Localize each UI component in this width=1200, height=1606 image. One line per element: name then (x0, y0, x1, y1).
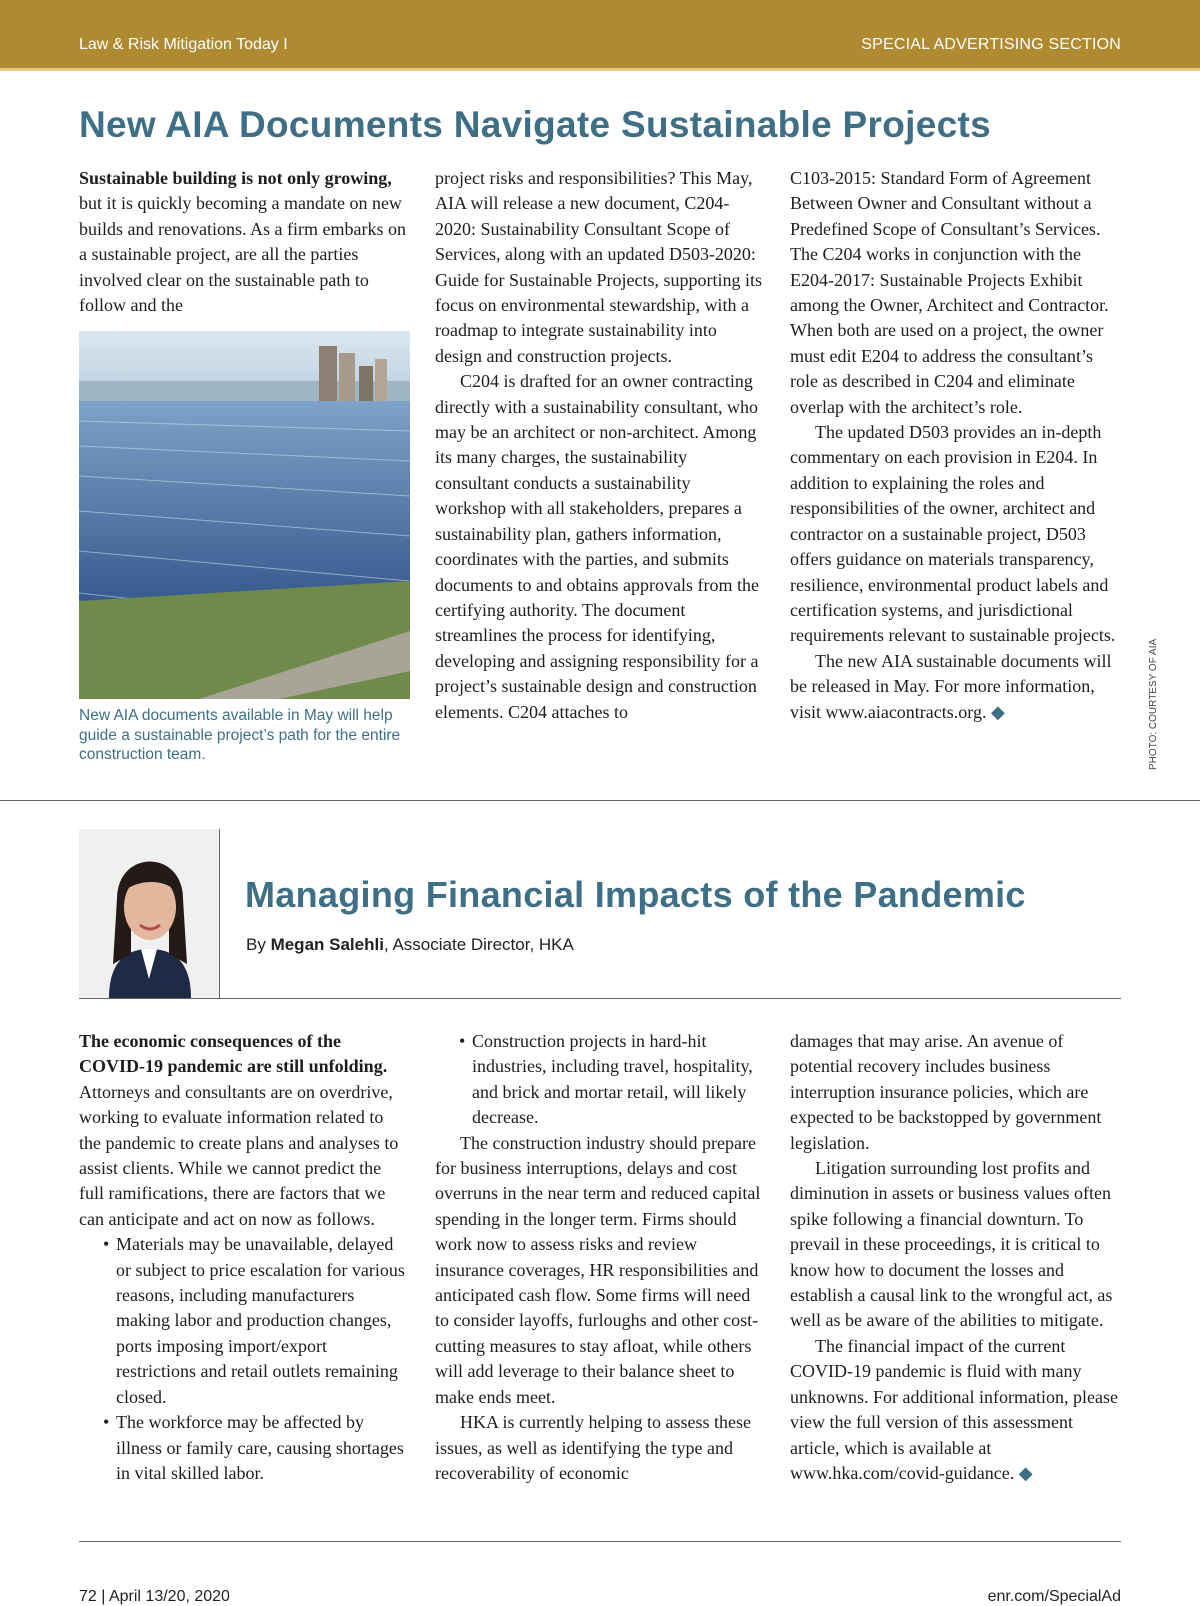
article2-paragraph: HKA is currently helping to assess these issues, as well as identifying the type and recoverability of economic (435, 1412, 751, 1483)
end-mark-icon: ◆ (1018, 1462, 1033, 1483)
solar-farm-photo (79, 331, 410, 699)
article2-paragraph: The construction industry should prepare for business interruptions, delays and cost overruns in the near term and reduced capital spending in the longer term. Firms should work now to assess risks and review insurance coverages, HR responsibilities and anticipated cash flow. Some firms will need to consider layoffs, furloughs and other cost-cutting measures to stay afloat, while others will add leverage to their balance sheet to make ends meet. (435, 1132, 761, 1407)
bullet-icon: • (459, 1031, 466, 1051)
section-label: SPECIAL ADVERTISING SECTION (861, 36, 1121, 53)
author-portrait (79, 829, 220, 998)
list-item: • The workforce may be affected by illness or family care, causing shortages in vital skilled labor. (103, 1412, 404, 1483)
author-role: , Associate Director, HKA (383, 935, 574, 954)
author-name: Megan Salehli (270, 935, 384, 954)
byline-rule (79, 998, 1121, 999)
article1-intro-text: but it is quickly becoming a mandate on new builds and renovations. As a firm embarks on a sustainable project, are all the parties involved clear on the sustainable path to follow and the (79, 193, 406, 316)
article2-column-2 (435, 1029, 765, 1486)
end-mark-icon: ◆ (990, 701, 1005, 722)
list-item: • Materials may be unavailable, delayed or subject to price escalation for various reasons, including manufacturers making labor and production changes, ports imposing import/export restrictions and retail outlets remaining closed. (103, 1234, 405, 1407)
footer-rule (79, 1541, 1121, 1542)
photo-caption: New AIA documents available in May will help guide a sustainable project’s path for the entire construction team. (79, 707, 401, 763)
article2-lead: The economic consequences of the COVID-19 pandemic are still unfolding. (79, 1031, 388, 1077)
article1-column-1 (79, 166, 409, 318)
article2-column-1 (79, 1029, 409, 1486)
footer-url[interactable]: enr.com/SpecialAd (987, 1588, 1121, 1605)
article1-paragraph: C103-2015: Standard Form of Agreement Between Owner and Consultant without a Predefined Scope of Consultant’s Services. The C204 works in conjunction with the E204-2017: Sustainable Projects Exhibit among the Owner, Architect and Contractor. When both are used on a project, the owner must edit E204 to address the consultant’s role as described in C204 and eliminate overlap with the architect’s role. (790, 168, 1109, 417)
header-accent-line (0, 68, 1200, 71)
article1-paragraph: The new AIA sustainable documents will be released in May. For more information, visit www.aiacontracts.org. (790, 650, 1112, 722)
footer-left (79, 1588, 230, 1606)
article2-paragraph: damages that may arise. An avenue of potential recovery includes business interruption insurance policies, which are expected to be backstopped by government legislation. (790, 1031, 1102, 1153)
article2-paragraph: Litigation surrounding lost profits and diminution in assets or business values often spike following a financial downturn. To prevail in these proceedings, it is critical to know how to document the losses and establish a causal link to the wrongful act, as well as be aware of the abilities to mitigate. (790, 1158, 1113, 1331)
article2-paragraph: The financial impact of the current COVID-19 pandemic is fluid with many unknowns. For additional information, please view the full version of this assessment article, which is available at www.hka.com/covid-guidance. (790, 1335, 1118, 1483)
article2-column-3 (790, 1029, 1120, 1486)
portrait-divider (219, 829, 220, 998)
article2-title: Managing Financial Impacts of the Pandemic (245, 874, 1026, 915)
issue-date: April 13/20, 2020 (108, 1588, 230, 1605)
publication-title: Law & Risk Mitigation Today I (79, 36, 288, 53)
bullet-icon: • (103, 1412, 110, 1433)
footer-separator: | (101, 1588, 106, 1605)
photo-credit: PHOTO: COURTESY OF AIA (1148, 638, 1159, 770)
list-item: • Construction projects in hard-hit industries, including travel, hospitality, and brick and mortar retail, will likely decrease. (459, 1031, 753, 1128)
article1-column-2 (435, 166, 765, 725)
article1-column-3 (790, 166, 1120, 725)
bullet-icon: • (103, 1234, 110, 1255)
article1-paragraph: C204 is drafted for an owner contracting directly with a sustainability consultant, who may be an architect or non-architect. Among its many charges, the sustainability consultant conducts a sustainability workshop with all stakeholders, prepares a sustainability plan, gathers information, coordinates with the parties, and submits documents to and obtains approvals from the certifying authority. The document streamlines the process for identifying, developing and assigning responsibility for a project’s sustainable design and construction elements. C204 attaches to (435, 371, 759, 722)
section-header-bar (0, 0, 1200, 68)
article1-lead: Sustainable building is not only growing, (79, 168, 392, 188)
article1-paragraph: project risks and responsibilities? This May, AIA will release a new document, C204-2020: Sustainability Consultant Scope of Services, along with an updated D503-2020: Guide for Sustainable Projects, supporting its focus on environmental stewardship, with a roadmap to integrate sustainability into design and construction projects. (435, 168, 762, 366)
article2-intro-text: Attorneys and consultants are on overdrive, working to evaluate information related to the pandemic to create plans and analyses to assist clients. While we cannot predict the full ramifications, there are factors that we can anticipate and act on now as follows. (79, 1081, 399, 1229)
article1-title: New AIA Documents Navigate Sustainable Projects (79, 104, 991, 145)
article1-paragraph: The updated D503 provides an in-depth commentary on each provision in E204. In addition to explaining the roles and responsibilities of the owner, architect and contractor on a sustainable project, D503 offers guidance on materials transparency, resilience, environmental product labels and certification systems, and jurisdictional requirements relevant to sustainable projects. (790, 422, 1116, 646)
section-divider (0, 800, 1200, 801)
page-number: 72 (79, 1588, 97, 1605)
byline: By Megan Salehli, Associate Director, HKA (246, 935, 574, 954)
